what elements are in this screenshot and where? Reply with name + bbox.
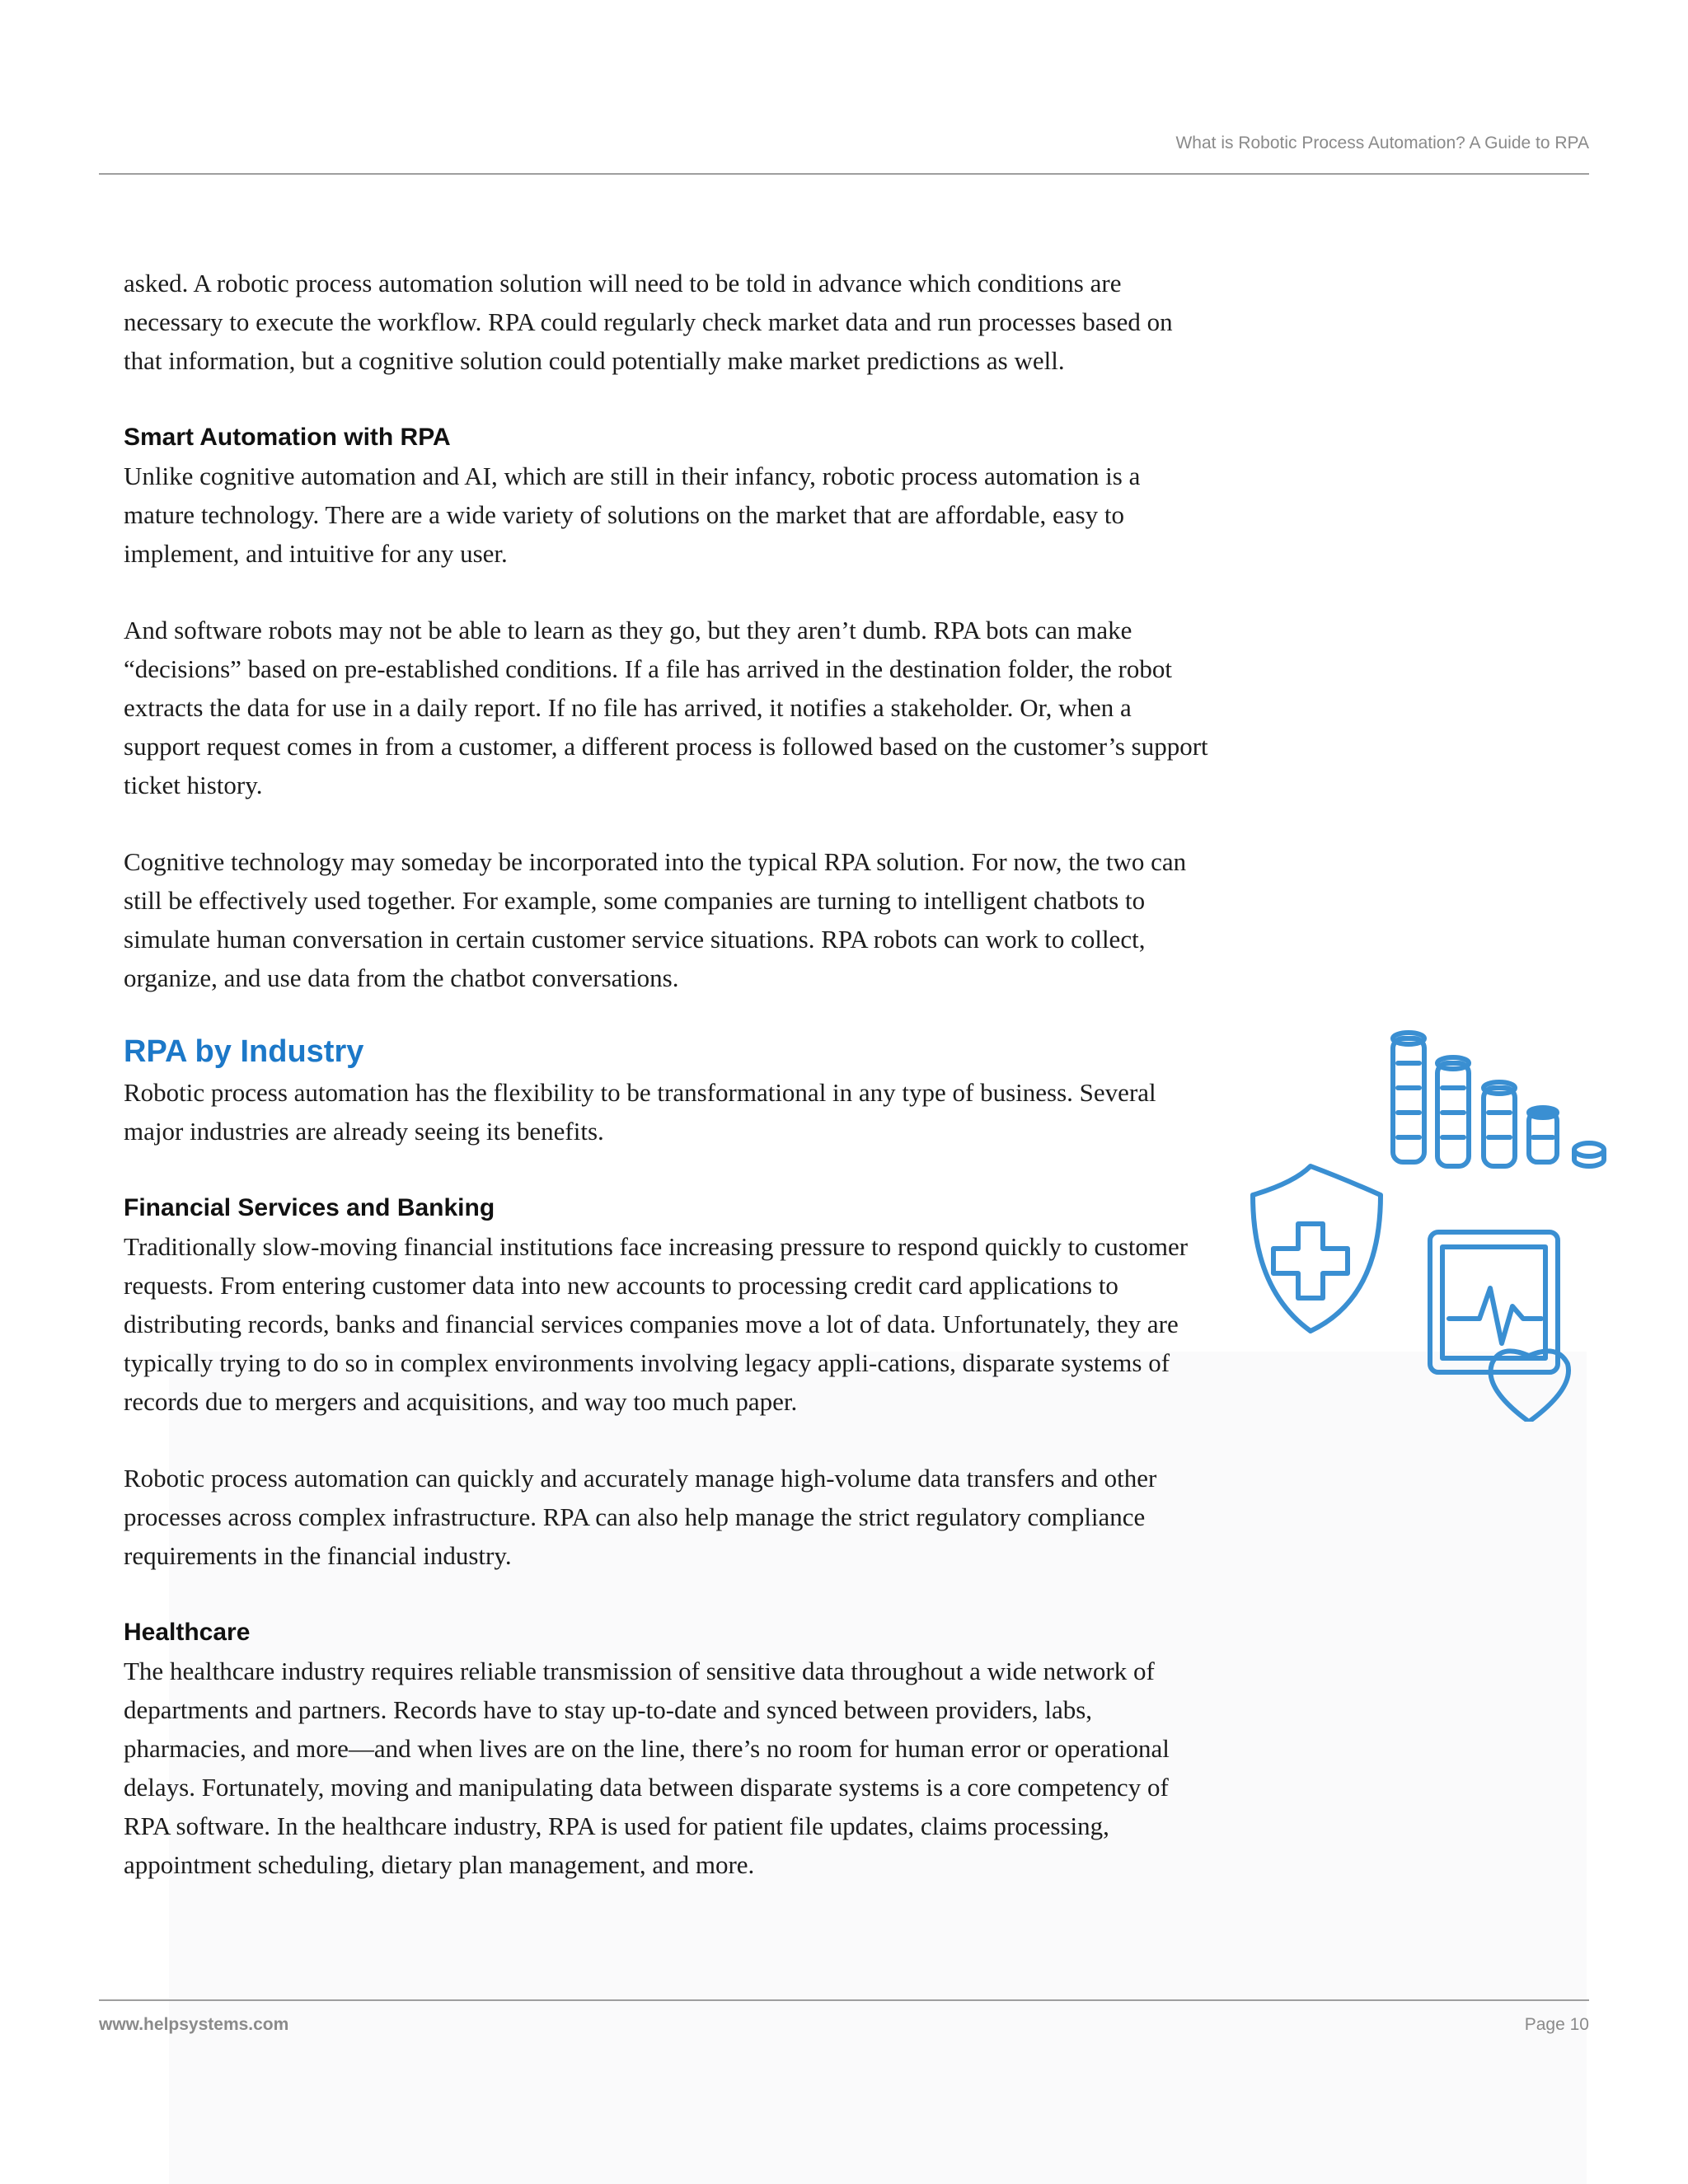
finance-paragraph-1: Traditionally slow-moving financial institutions face increasing pressure to respond quickly to customer requests. From entering customer data into new accounts to processing credit card applications to distributing records, banks and financial services companies move a lot of data. Unfortunately, they are typically trying to do so in complex environments involving legacy appli-cations, disparate systems of records due to mergers and acquisitions, and way too much paper. xyxy=(124,1232,1189,1416)
heart-monitor-icon xyxy=(1430,1232,1568,1422)
finance-paragraph-2: Robotic process automation can quickly and accurately manage high-volume data transfers and other processes across complex infrastructure. RPA can also help manage the strict regulatory compliance requirements in the financial industry. xyxy=(124,1464,1157,1570)
medical-shield-icon xyxy=(1253,1166,1381,1331)
finance-heading: Financial Services and Banking xyxy=(124,1194,495,1221)
footer-url: www.helpsystems.com xyxy=(99,2015,289,2034)
footer-divider xyxy=(99,1999,1589,2001)
main-content xyxy=(124,264,1212,1884)
page-number: Page 10 xyxy=(1524,2015,1589,2034)
smart-paragraph-3: Cognitive technology may someday be incorporated into the typical RPA solution. For now, the two can still be effectively used together. For example, some companies are turning to intelligent chatbots to simulate human conversation in certain customer service situations. RPA robots can work to collect, organize, and use data from the chatbot conversations. xyxy=(124,847,1187,992)
industry-illustration xyxy=(1245,1026,1624,1422)
smart-paragraph-1: Unlike cognitive automation and AI, which are still in their infancy, robotic process automation is a mature technology. There are a wide variety of solutions on the market that are affordable, easy to implement, and intuitive for any user. xyxy=(124,462,1141,568)
running-header: What is Robotic Process Automation? A Guide to RPA xyxy=(1175,134,1589,152)
smart-paragraph-2: And software robots may not be able to learn as they go, but they aren’t dumb. RPA bots can make “decisions” based on pre-established conditions. If a file has arrived in the destination folder, the robot extracts the data for use in a daily report. If no file has arrived, it notifies a stakeholder. Or, when a support request comes in from a customer, a different process is followed based on the customer’s support ticket history. xyxy=(124,616,1208,799)
industry-paragraph: Robotic process automation has the flexibility to be transformational in any type of business. Several major industries are already seeing its benefits. xyxy=(124,1078,1156,1146)
industry-heading: RPA by Industry xyxy=(124,1034,364,1069)
coin-stacks-icon xyxy=(1393,1033,1604,1166)
healthcare-heading: Healthcare xyxy=(124,1619,251,1646)
smart-automation-heading: Smart Automation with RPA xyxy=(124,424,451,451)
intro-paragraph: asked. A robotic process automation solution will need to be told in advance which conditions are necessary to execute the workflow. RPA could regularly check market data and run processes based on that information, but a cognitive solution could potentially make market predictions as well. xyxy=(124,269,1173,375)
header-divider xyxy=(99,173,1589,175)
healthcare-paragraph: The healthcare industry requires reliable transmission of sensitive data throughout a wide network of departments and partners. Records have to stay up-to-date and synced between providers, labs, pharmacies, and more—and when lives are on the line, there’s no room for human error or operational delays. Fortunately, moving and manipulating data between disparate systems is a core competency of RPA software. In the healthcare industry, RPA is used for patient file updates, claims processing, appointment scheduling, dietary plan management, and more. xyxy=(124,1657,1170,1879)
